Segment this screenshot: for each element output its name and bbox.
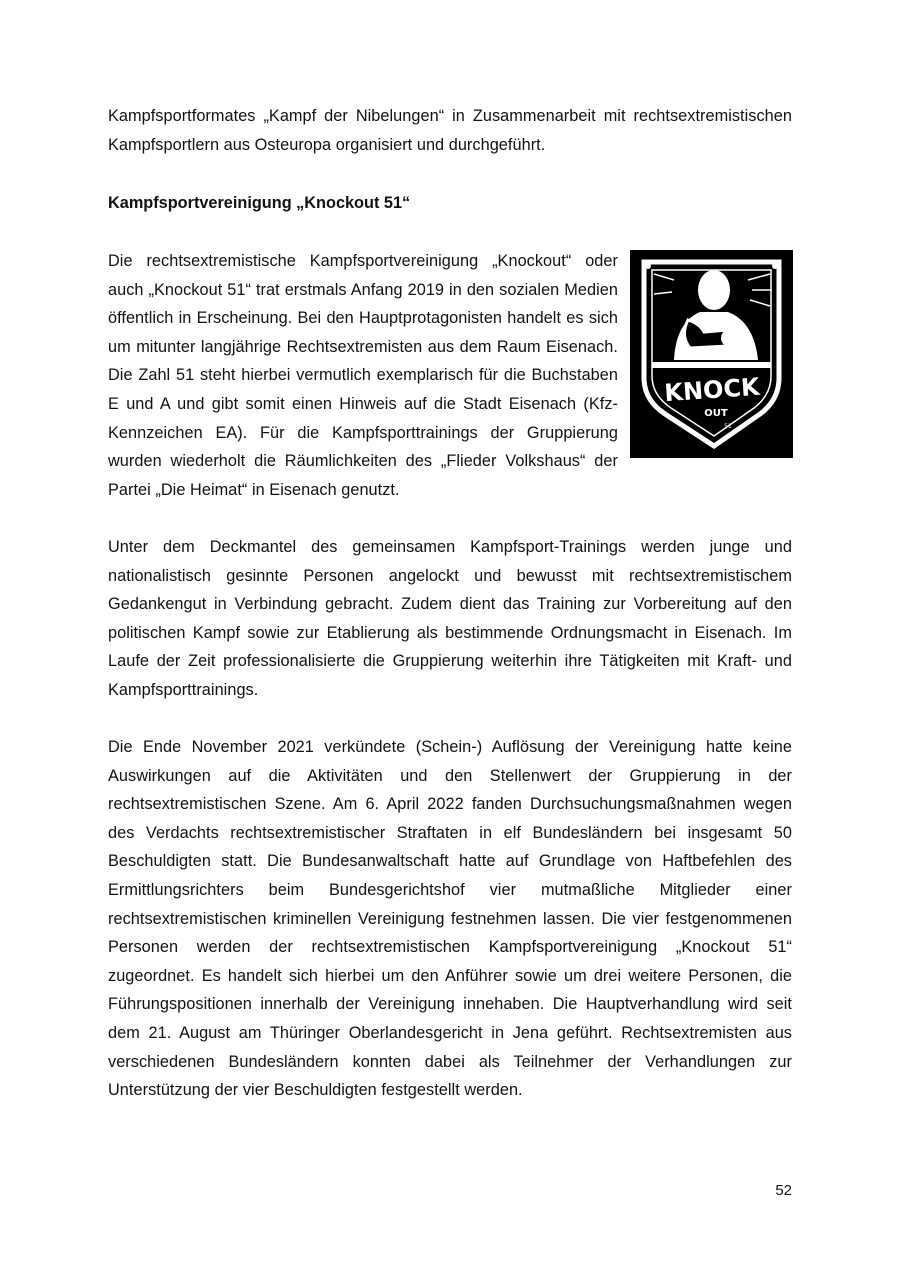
knockout-51-logo <box>630 250 793 458</box>
intro-paragraph: Kampfsportformates „Kampf der Nibelungen“ in Zusammenarbeit mit rechtsextremistischen Kampfsportlern aus Osteuropa organisiert und durchgeführt. <box>108 107 792 154</box>
paragraph-dissolution: Die Ende November 2021 verkündete (Schein-) Auflösung der Vereinigung hatte keine Auswirkungen auf die Aktivitäten und den Stellenwert der Gruppierung in der rechtsextremistischen Szene. Am 6. April 2022 fanden Durchsuchungsmaßnahmen wegen des Verdachts rechtsextremistischer Straftaten in elf Bundesländern bei insgesamt 50 Beschuldigten statt. Die Bundesanwaltschaft hatte auf Grundlage von Haftbefehlen des Ermittlungsrichters beim Bundesgerichtshof vier mutmaßliche Mitglieder einer rechtsextremistischen kriminellen Vereinigung festnehmen lassen. Die vier festgenommenen Personen werden der rechtsextremistischen Kampfsportvereinigung „Knockout 51“ zugeordnet. Es handelt sich hierbei um den Anführer sowie um drei weitere Personen, die Führungspositionen innerhalb der Vereinigung innehaben. Die Hauptverhandlung wird seit dem 21. August am Thüringer Oberlandesgericht in Jena geführt. Rechtsextremisten aus verschiedenen Bundesländern konnten dabei als Teilnehmer der Verhandlungen zur Unterstützung der vier Beschuldigten festgestellt werden. <box>108 738 792 1100</box>
svg-text:OUT: OUT <box>704 408 728 419</box>
page-number: 52 <box>775 1182 792 1199</box>
knockout-51-shield-logo-icon <box>630 250 793 458</box>
svg-text:51: 51 <box>724 423 732 430</box>
section-heading: Kampfsportvereinigung „Knockout 51“ <box>108 194 411 212</box>
svg-text:KNOCK: KNOCK <box>663 372 761 408</box>
paragraph-knockout-intro: Die rechtsextremistische Kampfsportvereinigung „Knockout“ oder auch „Knockout 51“ trat erstmals Anfang 2019 in den sozialen Medien öffentlich in Erscheinung. Bei den Hauptprotagonisten handelt es sich um mitunter langjährige Rechtsextremisten aus dem Raum Eisenach. Die Zahl 51 steht hierbei vermutlich exemplarisch für die Buchstaben E und A und gibt somit einen Hinweis auf die Stadt Eisenach (Kfz-Kennzeichen EA). Für die Kampfsporttrainings der Gruppierung wurden wiederholt die Räumlichkeiten des „Flieder Volkshaus“ der Partei „Die Heimat“ in Eisenach genutzt. <box>108 252 618 499</box>
paragraph-training: Unter dem Deckmantel des gemeinsamen Kampfsport-Trainings werden junge und nationalistisch gesinnte Personen angelockt und bewusst mit rechtsextremistischem Gedankengut in Verbindung gebracht. Zudem dient das Training zur Vorbereitung auf den politischen Kampf sowie zur Etablierung als bestimmende Ordnungsmacht in Eisenach. Im Laufe der Zeit professionalisierte die Gruppierung weiterhin ihre Tätigkeiten mit Kraft- und Kampfsporttrainings. <box>108 538 792 699</box>
